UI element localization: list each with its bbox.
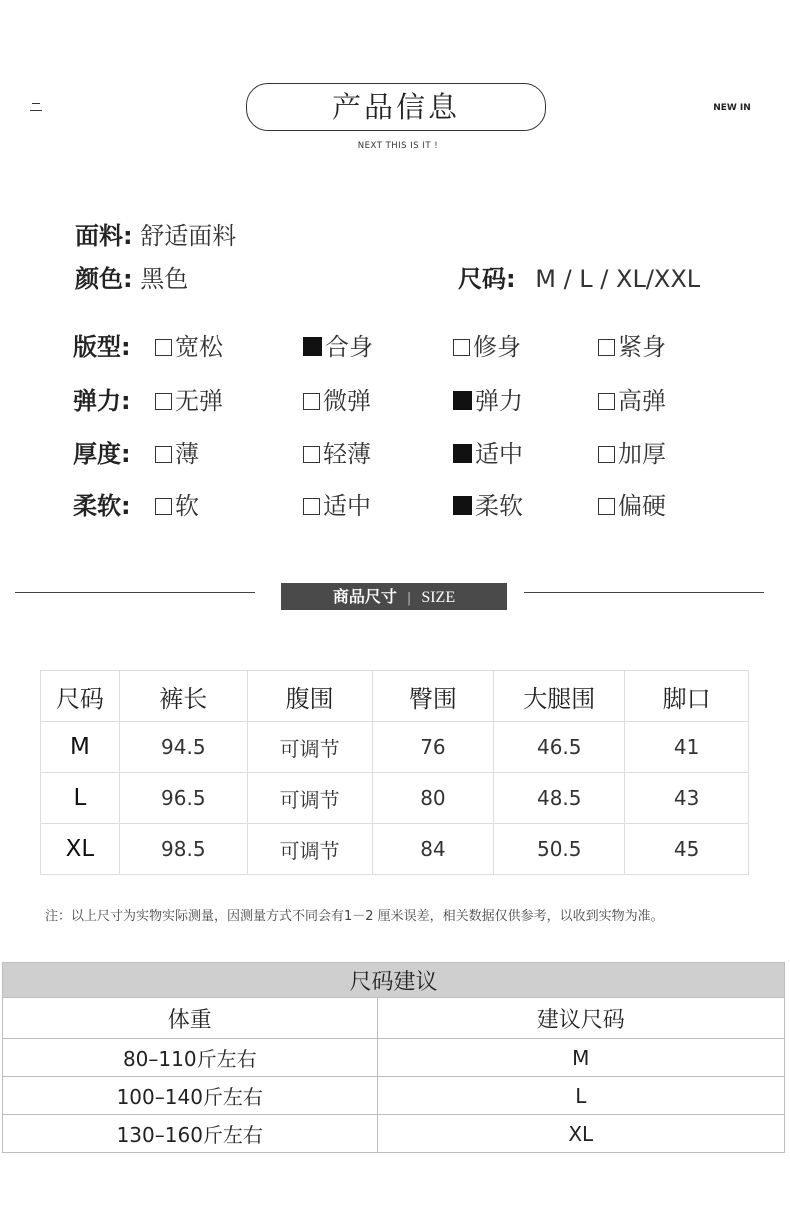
table-cell: 80–110斤左右	[3, 1039, 378, 1077]
table-row	[41, 722, 749, 773]
unchecked-box-icon	[598, 446, 615, 463]
measurement-note: 注：以上尺寸为实物实际测量，因测量方式不同会有1－2 厘米误差，相关数据仅供参考，以收到实物为准。	[45, 909, 664, 924]
attribute-option-label: 无弹	[175, 387, 223, 415]
attribute-option-label: 适中	[323, 492, 371, 520]
table-cell: 45	[625, 824, 749, 875]
table-cell: 41	[625, 722, 749, 773]
attribute-option	[155, 486, 199, 521]
table-cell: 94.5	[119, 722, 247, 773]
table-cell: 100–140斤左右	[3, 1077, 378, 1115]
attribute-option	[598, 327, 666, 362]
attribute-row	[73, 381, 753, 413]
table-cell: 98.5	[119, 824, 247, 875]
attribute-label: 厚度:	[73, 440, 131, 468]
attribute-option-label: 微弹	[323, 387, 371, 415]
checked-box-icon	[453, 496, 472, 515]
size-label: 尺码:	[458, 265, 516, 293]
attribute-option	[303, 327, 373, 362]
attribute-label: 版型:	[73, 333, 131, 361]
attribute-option	[598, 486, 666, 521]
table-cell: 可调节	[247, 722, 372, 773]
size-title-cn: 商品尺寸	[332, 587, 397, 606]
attribute-option	[453, 327, 521, 362]
unchecked-box-icon	[453, 339, 470, 356]
attribute-option	[598, 381, 666, 416]
size-row	[458, 259, 700, 294]
header-cell: 裤长	[119, 671, 247, 722]
table-cell: 76	[372, 722, 494, 773]
attribute-option-label: 轻薄	[323, 440, 371, 468]
unchecked-box-icon	[598, 498, 615, 515]
attribute-option-label: 弹力	[475, 387, 523, 415]
size-section-banner	[281, 583, 507, 610]
fabric-value: 舒适面料	[140, 222, 237, 250]
header-cell: 大腿围	[494, 671, 625, 722]
table-cell: M	[41, 722, 120, 773]
menu-icon[interactable]	[30, 103, 42, 113]
attribute-option	[303, 434, 371, 469]
unchecked-box-icon	[303, 446, 320, 463]
attribute-option-label: 紧身	[618, 333, 666, 361]
table-cell: 84	[372, 824, 494, 875]
table-cell: M	[377, 1039, 784, 1077]
attribute-row	[73, 434, 753, 466]
checked-box-icon	[453, 391, 472, 410]
table-cell: 43	[625, 773, 749, 824]
unchecked-box-icon	[155, 446, 172, 463]
attribute-option-label: 适中	[475, 440, 523, 468]
divider-left	[15, 592, 255, 593]
attribute-option	[303, 486, 371, 521]
unchecked-box-icon	[598, 339, 615, 356]
recommendation-caption: 尺码建议	[3, 963, 785, 998]
table-cell: L	[41, 773, 120, 824]
unchecked-box-icon	[155, 498, 172, 515]
checked-box-icon	[453, 444, 472, 463]
table-cell: 48.5	[494, 773, 625, 824]
header-cell: 尺码	[41, 671, 120, 722]
unchecked-box-icon	[303, 393, 320, 410]
header-cell: 臀围	[372, 671, 494, 722]
table-cell: 50.5	[494, 824, 625, 875]
size-table	[40, 670, 749, 875]
attribute-row	[73, 327, 753, 359]
divider-right	[524, 592, 764, 593]
attribute-row	[73, 486, 753, 518]
attribute-option-label: 修身	[473, 333, 521, 361]
table-cell: 可调节	[247, 773, 372, 824]
table-row	[41, 773, 749, 824]
table-row	[3, 1077, 785, 1115]
recommendation-header	[3, 998, 785, 1039]
header-cell: 体重	[3, 998, 378, 1039]
attribute-option	[155, 381, 223, 416]
attribute-label: 柔软:	[73, 492, 131, 520]
size-value: M / L / XL/XXL	[535, 265, 701, 293]
table-row	[3, 1115, 785, 1153]
new-in-badge: NEW IN	[713, 103, 751, 113]
size-title-en: SIZE	[421, 589, 456, 606]
unchecked-box-icon	[155, 339, 172, 356]
page-title: 产品信息	[246, 83, 546, 131]
size-recommendation-table	[2, 962, 785, 1153]
attribute-option-label: 薄	[175, 440, 199, 468]
attribute-option	[303, 381, 371, 416]
size-table-header	[41, 671, 749, 722]
fabric-label: 面料:	[75, 222, 133, 250]
header-cell: 建议尺码	[377, 998, 784, 1039]
attribute-option	[453, 434, 523, 469]
size-title-separator: |	[406, 591, 412, 606]
attribute-option	[155, 327, 223, 362]
attribute-option-label: 宽松	[175, 333, 223, 361]
attribute-option-label: 柔软	[475, 492, 523, 520]
table-cell: XL	[41, 824, 120, 875]
checked-box-icon	[303, 337, 322, 356]
unchecked-box-icon	[155, 393, 172, 410]
recommendation-caption-row	[3, 963, 785, 998]
table-cell: 80	[372, 773, 494, 824]
attribute-option-label: 加厚	[618, 440, 666, 468]
attribute-option	[598, 434, 666, 469]
table-cell: 96.5	[119, 773, 247, 824]
header-cell: 腹围	[247, 671, 372, 722]
color-value: 黑色	[140, 265, 189, 293]
table-row	[41, 824, 749, 875]
fabric-row	[75, 216, 236, 251]
page-subtitle: NEXT THIS IS IT !	[357, 141, 439, 151]
attribute-option-label: 合身	[325, 333, 373, 361]
table-cell: 130–160斤左右	[3, 1115, 378, 1153]
attribute-option-label: 高弹	[618, 387, 666, 415]
color-label: 颜色:	[75, 265, 133, 293]
table-cell: 46.5	[494, 722, 625, 773]
attribute-option-label: 软	[175, 492, 199, 520]
header-cell: 脚口	[625, 671, 749, 722]
attribute-option	[453, 381, 523, 416]
table-row	[3, 1039, 785, 1077]
color-row	[75, 259, 188, 294]
attribute-option	[155, 434, 199, 469]
attribute-option-label: 偏硬	[618, 492, 666, 520]
unchecked-box-icon	[598, 393, 615, 410]
table-cell: XL	[377, 1115, 784, 1153]
table-cell: L	[377, 1077, 784, 1115]
attribute-label: 弹力:	[73, 387, 131, 415]
attribute-option	[453, 486, 523, 521]
table-cell: 可调节	[247, 824, 372, 875]
unchecked-box-icon	[303, 498, 320, 515]
